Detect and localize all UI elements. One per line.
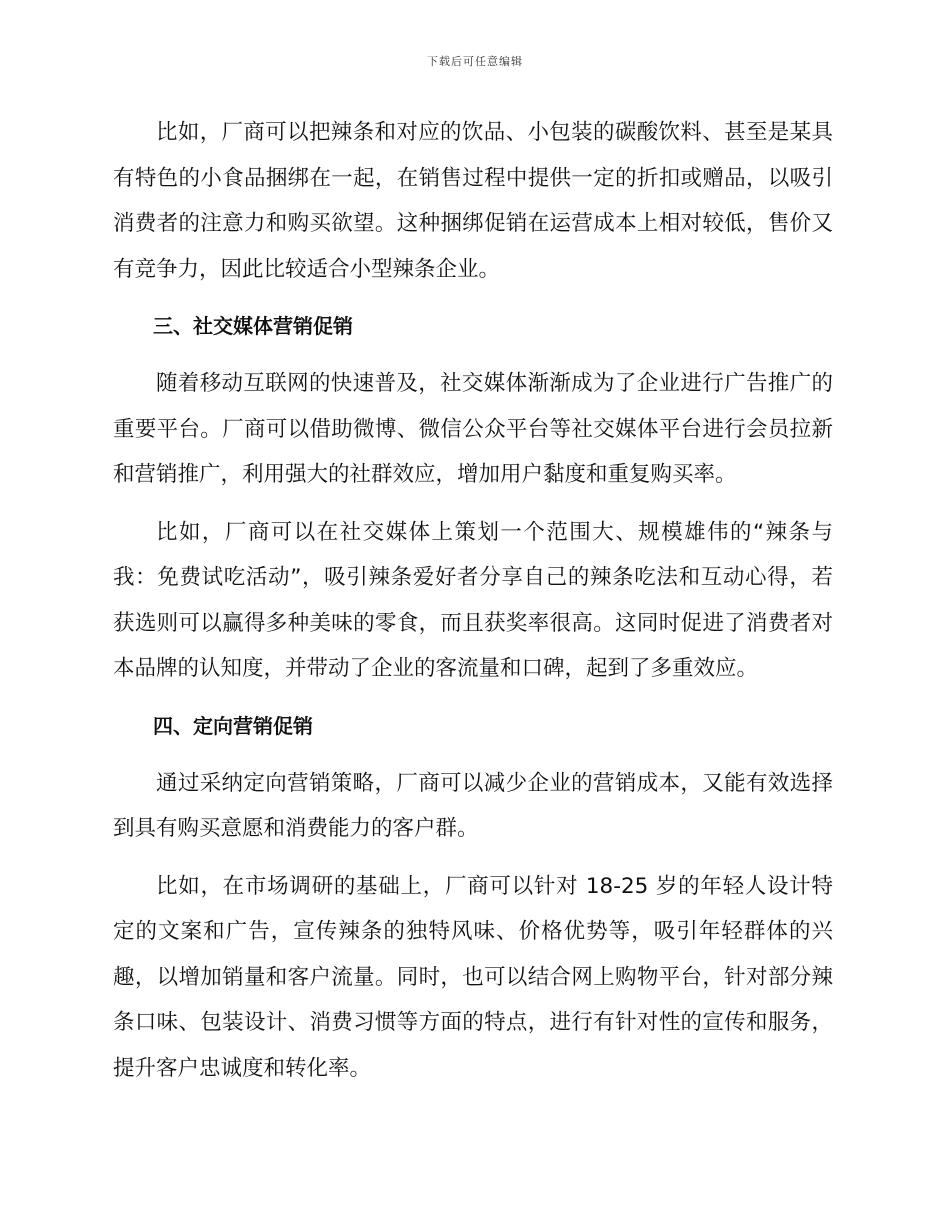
paragraph-social-media-example: 比如，厂商可以在社交媒体上策划一个范围大、规模雄伟的“辣条与我：免费试吃活动”，吸引辣条爱好者分享自己的辣条吃法和互动心得，若获选则可以赢得多种美味的零食，而且获奖率很高。这同时促进了消费者对本品牌的认知度，并带动了企业的客流量和口碑，起到了多重效应。 <box>113 519 833 681</box>
document-body <box>113 110 833 1103</box>
section-heading-social-media: 三、社交媒体营销促销 <box>153 314 353 338</box>
paragraph-social-media-intro: 随着移动互联网的快速普及，社交媒体渐渐成为了企业进行广告推广的重要平台。厂商可以借助微博、微信公众平台等社交媒体平台进行会员拉新和营销推广，利用强大的社群效应，增加用户黏度和重复购买率。 <box>113 371 833 487</box>
section-heading-targeted-marketing: 四、定向营销促销 <box>153 713 313 738</box>
paragraph-bundle-example: 比如，厂商可以把辣条和对应的饮品、小包装的碳酸饮料、甚至是某具有特色的小食品捆绑在一起，在销售过程中提供一定的折扣或赠品，以吸引消费者的注意力和购买欲望。这种捆绑促销在运营成本上相对较低，售价又有竞争力，因此比较适合小型辣条企业。 <box>113 120 833 282</box>
paragraph-targeted-intro: 通过采纳定向营销策略，厂商可以减少企业的营销成本，又能有效选择到具有购买意愿和消费能力的客户群。 <box>113 770 833 841</box>
page-header: 下载后可任意编辑 <box>427 55 523 68</box>
paragraph-targeted-example: 比如，在市场调研的基础上，厂商可以针对 18-25 岁的年轻人设计特定的文案和广告，宣传辣条的独特风味、价格优势等，吸引年轻群体的兴趣，以增加销量和客户流量。同时，也可以结合网上购物平台，针对部分辣条口味、包装设计、消费习惯等方面的特点，进行有针对性的宣传和服务，提升客户忠诚度和转化率。 <box>113 873 833 1081</box>
